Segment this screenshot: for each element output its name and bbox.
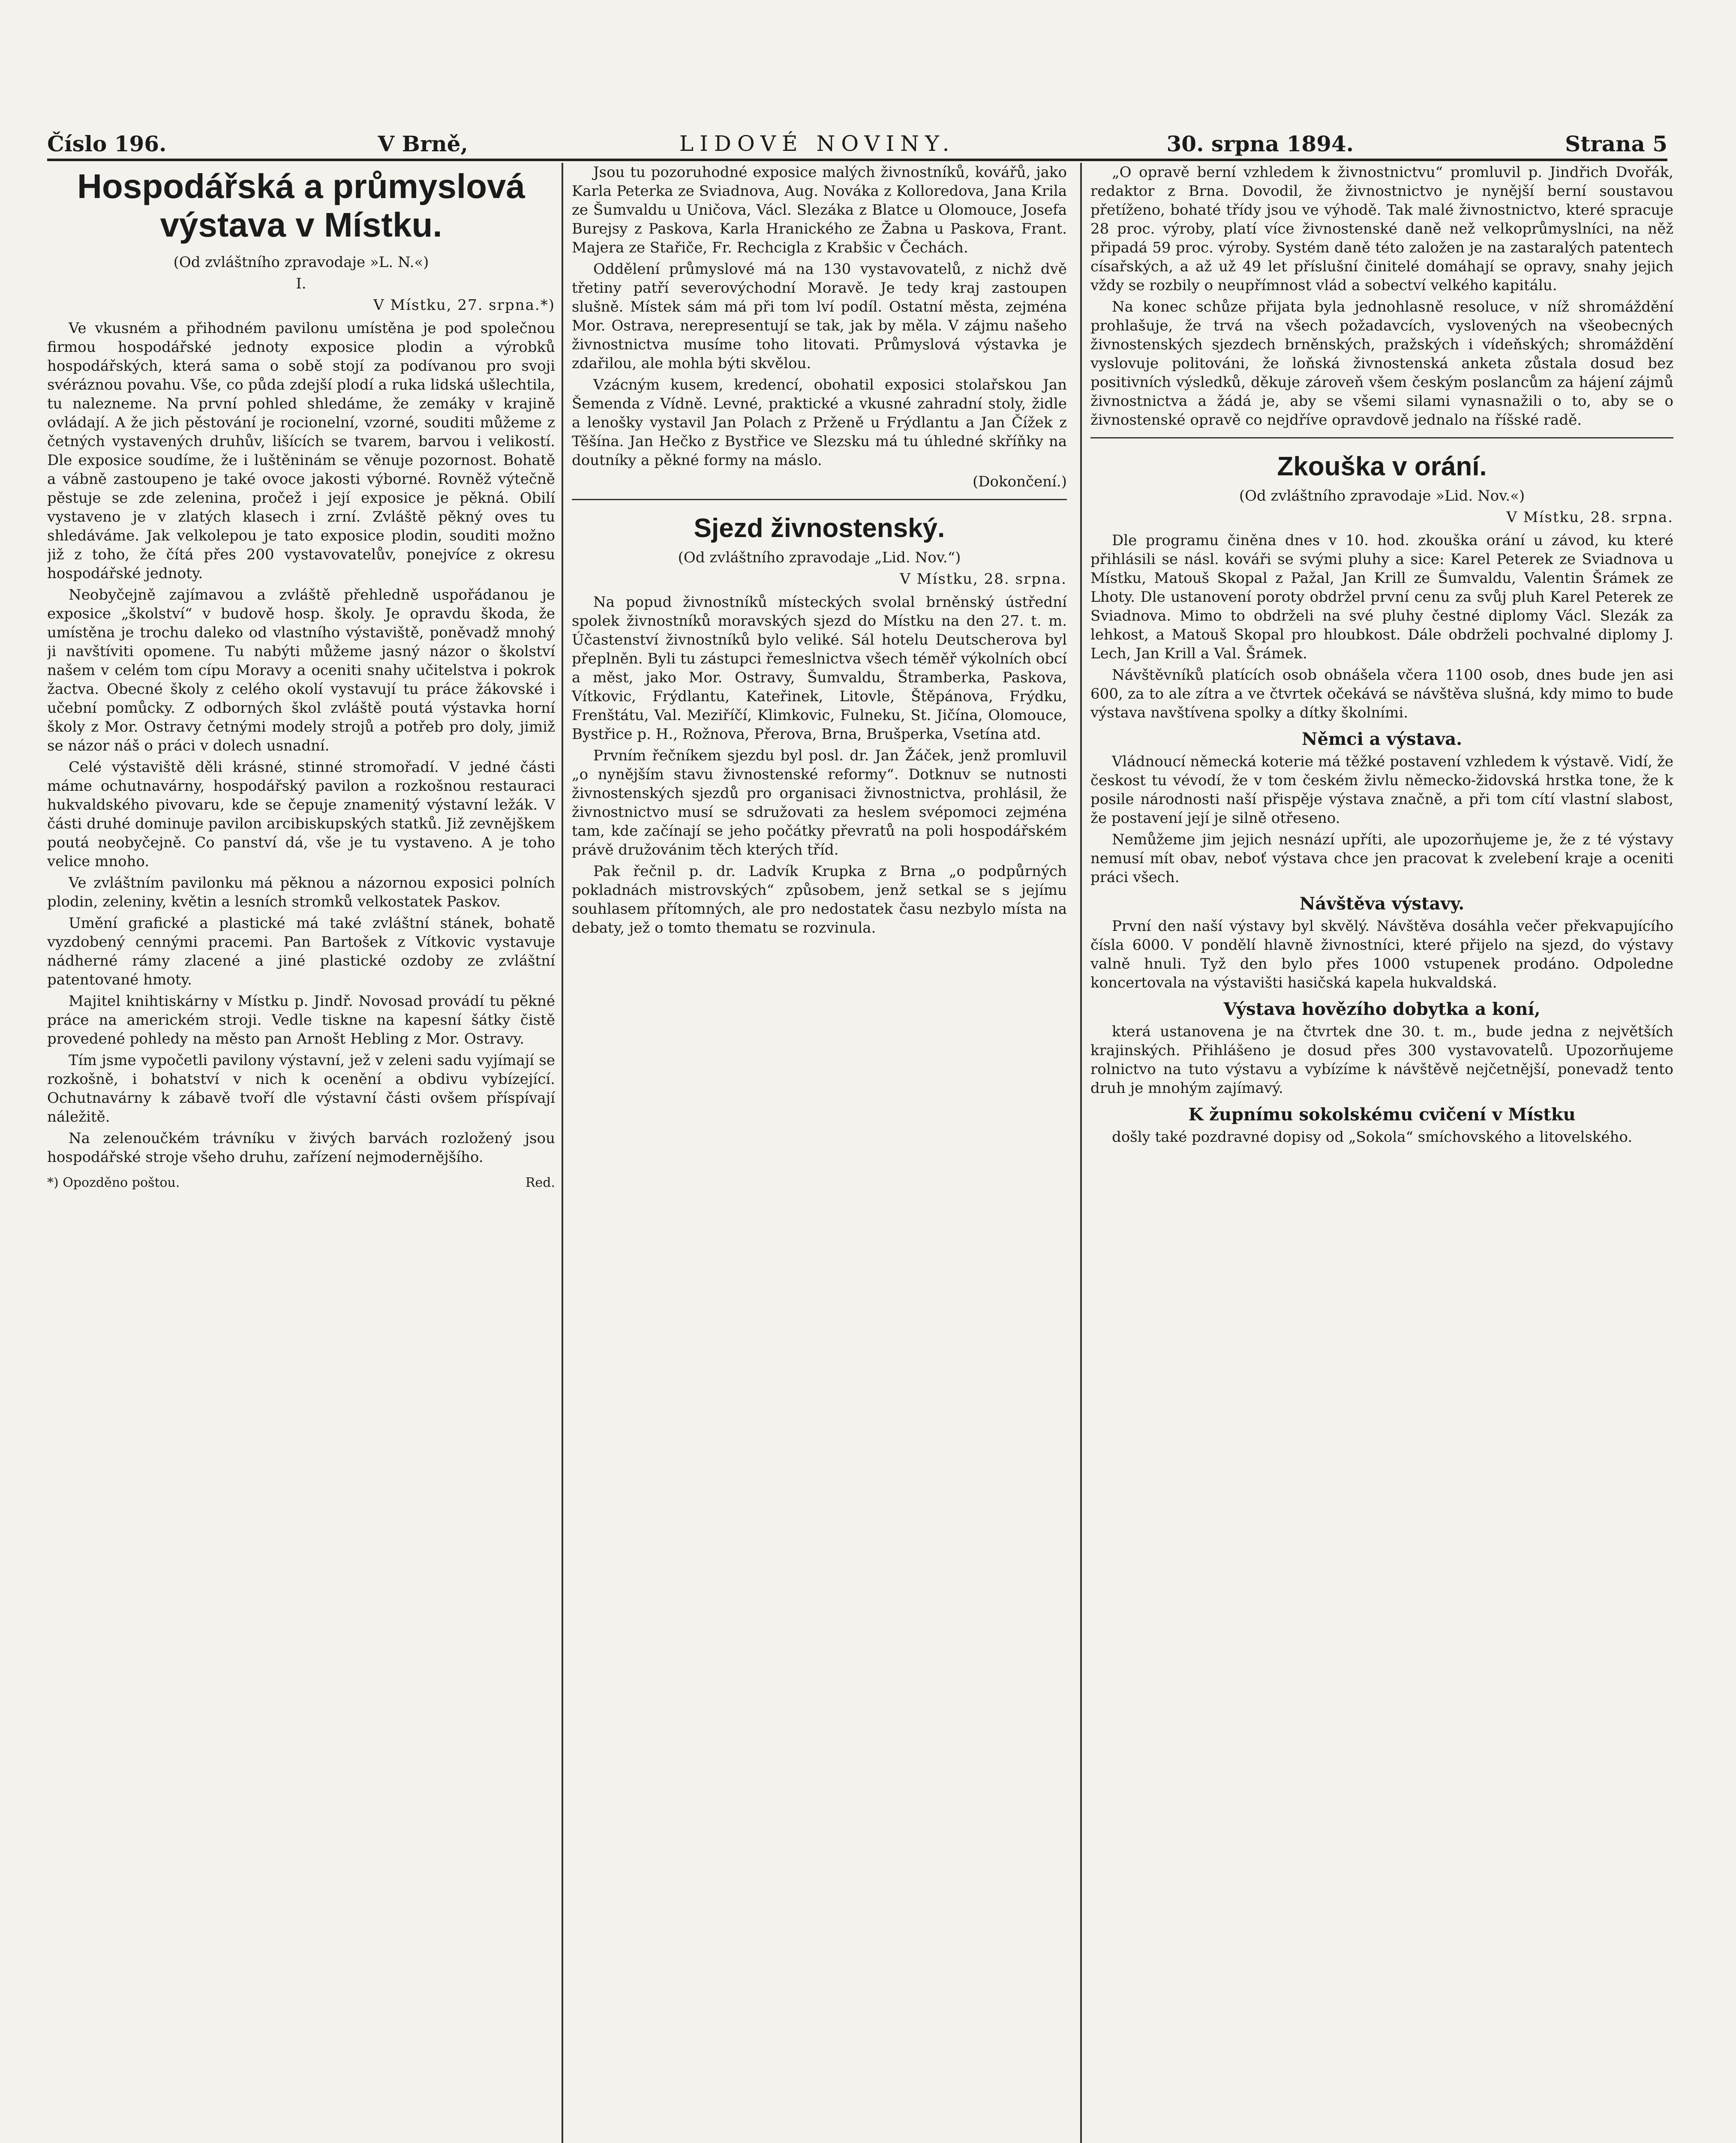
header-date: 30. srpna 1894.	[1166, 131, 1354, 156]
section-title: Zkouška v orání.	[1277, 452, 1487, 481]
paragraph: Ve zvláštním pavilonku má pěknou a názornou exposici polních plodin, zeleniny, květin a lesních stromků velkostatek Paskov.	[47, 874, 555, 910]
paragraph: Jsou tu pozoruhodné exposice malých živnostníků, kovářů, jako Karla Peterka ze Sviadnova, Aug. Nováka z Kolloredova, Jana Krila ze Šumvaldu u Uničova, Václ. Slezáka z Blatce u Olomouce, Josefa Burejsy z Paskova, Karla Hranického ze Žabna u Paskova, Frant. Majera ze Stařiče, Fr. Rechciglа z Krabšic v Čechách.	[572, 164, 1067, 256]
paragraph: která ustanovena je na čtvrtek dne 30. t. m., bude jedna z největších krajinských. Přihlášeno je dosud přes 300 vystavovatelů. Upozorňujeme rolnictvo na tuto výstavu a vybízíme k návštěvě nejčetnější, ponevadž tento druh je mnohým zajímavý.	[1090, 1023, 1673, 1097]
article-title: Hospodářská a průmyslová výstava v Místku.	[77, 167, 525, 244]
article-dateline: V Místku, 27. srpna.*)	[373, 297, 555, 314]
footnote	[47, 1174, 555, 1192]
issue-number: Číslo 196.	[47, 131, 167, 156]
paragraph: Oddělení průmyslové má na 130 vystavovatelů, z nichž dvě třetiny patří severovýchodní Moravě. Je tedy kraj zastoupen slušně. Místek sám má při tom lví podíl. Ostatní města, zejména Mor. Ostrava, nerepresentují se tak, jak by měla. V zájmu našeho živnostnictva musíme toho litovati. Průmyslová výstavka je zdařilou, ale mohla býti skvělou.	[572, 261, 1067, 372]
paragraph: První den naší výstavy byl skvělý. Návštěva dosáhla večer překvapujícího čísla 6000. V pondělí hlavně živnostníci, které přijelo na sjezd, do výstavy valně hnuli. Tyž den bylo přes 1000 vstupenek prodáno. Odpoledne koncertovala na výstavišti hasičská kapela hukvaldská.	[1090, 918, 1673, 991]
paragraph: došly také pozdravné dopisy od „Sokola“ smíchovského a litovelského.	[1112, 1129, 1633, 1146]
page-header	[47, 129, 1667, 161]
section-title: Sjezd živnostenský.	[694, 513, 945, 543]
header-place: V Brně,	[378, 131, 468, 156]
section-dateline: V Místku, 28. srpna.	[1506, 509, 1673, 526]
subsection-title: Výstava hovězího dobytka a koní,	[1223, 999, 1541, 1019]
column-3	[1080, 163, 1673, 2143]
footnote-text: *) Opozděno poštou.	[47, 1175, 180, 1190]
divider	[572, 499, 1067, 500]
paragraph: Pak řečnil p. dr. Ladvík Krupka z Brna „o podpůrných pokladnách mistrovských“ způsobem, jenž setkal se s jejímu souhlasem přítomných, ale pro nedostatek času nezbylo místa na debaty, jež o tomto thematu se rozvinula.	[572, 863, 1067, 936]
section-byline: (Od zvláštního zpravodaje »Lid. Nov.«)	[1239, 487, 1525, 504]
paragraph: Na popud živnostníků místeckých svolal brněnský ústřední spolek živnostníků moravských sjezd do Místku na den 27. t. m. Účastenství živnostníků bylo veliké. Sál hotelu Deutscherova byl přeplněn. Byli tu zástupci řemeslnictva všech téměř výkolních obcí a měst, jako Mor. Ostravy, Šumvaldu, Štramberka, Paskova, Vítkovic, Frýdlantu, Kateřinek, Litovle, Štěpánova, Frýdku, Frenštátu, Val. Meziříčí, Klimkovic, Fulneku, St. Jičína, Olomouce, Bystřice p. H., Rožnova, Přerova, Brna, Brušperka, Vsetína atd.	[572, 594, 1067, 743]
page-number: Strana 5	[1565, 131, 1667, 156]
subsection-title: Návštěva výstavy.	[1299, 894, 1465, 914]
section-byline: (Od zvláštního zpravodaje „Lid. Nov.“)	[678, 549, 961, 566]
continuation-note: (Dokončení.)	[973, 473, 1067, 490]
paragraph: Na konec schůze přijata byla jednohlasně resoluce, v níž shromáždění prohlašuje, že trvá na všech požadavcích, vyslovených na všeobecných živnostenských sjezdech brněnských, pražských i vídeňských; shromáždění vyslovuje politováni, že loňská živnostenská anketa zůstala dosud bez positivních výsledků, děkuje zároveň všem českým poslancům za hájení zájmů živnostnictva a žádá je, aby se všemi silami vynasnažili o to, aby se o živnostenské opravě co nejdříve opravdově jednalo na říšské radě.	[1090, 298, 1673, 429]
article-byline: (Od zvláštního zpravodaje »L. N.«)	[173, 254, 429, 271]
footnote-sign: Red.	[525, 1175, 555, 1190]
paragraph: „O opravě berní vzhledem k živnostnictvu“ promluvil p. Jindřich Dvořák, redaktor z Brna. Dovodil, že živnostnictvo je nynější berní soustavou přetíženo, bohaté třídy jsou ve výhodě. Tak malé živnostnictvo, které spracuje 28 proc. výroby, platí více živnostenské daně než velkoprůmyslníci, na něž připadá 59 proc. výroby. Systém daně této založen je na zastaralých patentech císařských, a až už 49 let příslušní činitelé domáhají se opravy, snahy jejich vždy se rozbily o neupřímnost vlád a sobectví velkého kapitálu.	[1090, 164, 1673, 294]
paragraph: Ve vkusném a přihodném pavilonu umístěna je pod společnou firmou hospodářské jednoty exposice plodin a výrobků hospodářských, která sama o sobě stojí za podívanou pro svoji svéráznou povahu. Vše, co půda zdejší plodí a ruka lidská ušlechtila, tu nalezneme. Na první pohled shledáme, že zemáky v krajině ovládají. A že jich pěstování je rocionelní, vzorné, souditi můžeme z četných vystavených druhův, lišících se tvarem, barvou i velikostí. Dle exposice soudíme, že i luštěninám se věnuje pozornost. Bohatě a vábně zastoupeno je také ovoce jakosti výborné. Rovněž výtečně pěstuje se zde zelenina, pročež i její exposice je pěkná. Obilí vystaveno je v zlatých klasech i zrní. Zvláště pěkný oves tu shledáváme. Jak velkolepou je tato exposice plodin, souditi možno již z toho, že čítá přes 200 vystavovatelův, ponejvíce z okresu hospodářské jednoty.	[47, 320, 555, 582]
paragraph: Umění grafické a plastické má také zvláštní stánek, bohatě vyzdobený cennými pracemi. Pan Bartošek z Vítkovic vystavuje nádherné rámy zlacené a jiné plastické ozdoby ze zvláštní patentované hmoty.	[47, 915, 555, 988]
paragraph: Nemůžeme jim jejich nesnází upříti, ale upozorňujeme je, že z té výstavy nemusí mít obav, neboť výstava chce jen pracovat k zvelebení kraje a oceniti práci všech.	[1090, 831, 1673, 886]
paragraph: Celé výstaviště děli krásné, stinné stromořadí. V jedné části máme ochutnavárny, hospodářský pavilon a rozkošnou restauraci hukvaldského pivovaru, kde se čepuje znamenitý výstavní ležák. V části druhé dominuje pavilon arcibiskupských statků. Již zevnějškem poutá neobyčejně. Co panství dá, vše je tu vystaveno. A je toho velice mnoho.	[47, 759, 555, 870]
subsection-title: Němci a výstava.	[1301, 729, 1463, 749]
divider	[1090, 437, 1673, 438]
paragraph: Na zelenoučkém trávníku v živých barvách rozložený jsou hospodářské stroje všeho druhu, zařízení nejmodernějšího.	[47, 1130, 555, 1166]
paragraph: Vzácným kusem, kredencí, obohatil exposici stolařskou Jan Šemenda z Vídně. Levné, praktické a vkusné zahradní stoly, židle a lenošky vystavil Jan Polach z Prženě u Frýdlantu a Jan Čížek z Těšína. Jan Hečko z Bystřice ve Slezsku má tu úhledné skříňky na doutníky a pěkné formy na máslo.	[572, 376, 1067, 469]
column-2	[562, 163, 1067, 2143]
paragraph: Vládnoucí německá koterie má těžké postavení vzhledem k výstavě. Vidí, že českost tu vévodí, že v tom českém živlu německo-židovská hrstka tone, že k posile národnosti naší přispěje výstava značně, a při tom cítí vlastní slabost, že postavení její je silně otřeseno.	[1090, 753, 1673, 827]
paragraph: Tím jsme vypočetli pavilony výstavní, jež v zeleni sadu vyjímají se rozkošně, i bohatství v nich k ocenění a obdivu vybízející. Ochutnavárny k zábavě tvoří dle výstavní části ovšem příspívají náležitě.	[47, 1052, 555, 1126]
paragraph: Prvním řečníkem sjezdu byl posl. dr. Jan Žáček, jenž promluvil „o nynějším stavu živnostenské reformy“. Dotknuv se nutnosti živnostenských sjezdů pro organisaci živnostnictva, prohlásil, že živnostnictvo musí se sdružovati za heslem svépomoci zejména tam, kde začínají se jeho počátky převratů na poli hospodářském právě družovánim těch kterých tříd.	[572, 747, 1067, 858]
paragraph: Majitel knihtiskárny v Místku p. Jindř. Novosad provádí tu pěkné práce na americkém stroji. Vedle tiskne na kapesní šátky čistě provedené pohledy na město pan Arnošt Hebling z Mor. Ostravy.	[47, 993, 555, 1047]
paragraph: Návštěvníků platících osob obnášela včera 1100 osob, dnes bude jen asi 600, za to ale zítra a ve čtvrtek očekává se návštěva slušná, kdy mimo to bude výstava navštívena spolky a dítky školními.	[1090, 666, 1673, 721]
paragraph: Dle programu činěna dnes v 10. hod. zkouška orání u závod, ku které přihlásili se násl. kováři se svými pluhy a sice: Karel Peterek ze Sviadnova u Místku, Matouš Skopal z Pažal, Jan Krill ze Šumvaldu, Valentin Šrámek ze Lhoty. Dle ustanovení poroty obdržel první cenu za svůj pluh Karel Peterek ze Sviadnova. Mimo to obdrželi na své pluhy čestné diplomy Václ. Slezák za lehkost, a Matouš Skopal pro hloubkost. Dále obdrželi pochvalné diplomy J. Lech, Jan Krill a Val. Šrámek.	[1090, 532, 1673, 662]
article-part: I.	[296, 275, 306, 292]
subsection-title: K župnímu sokolskému cvičení v Místku	[1188, 1105, 1576, 1125]
masthead: LIDOVÉ NOVINY.	[679, 131, 955, 156]
paragraph: Neobyčejně zajímavou a zvláště přehledně uspořádanou je exposice „školství“ v budově hosp. školy. Je opravdu škoda, že umístěna je trochu daleko od vlastního výstaviště, poněvadž mnohý ji navštíviti opomene. Tu nabýti můžeme jasný názor o školství našem v celém tom cípu Moravy a oceniti snahy učitelstva i pokrok žactva. Obecné školy z celého okolí vystavují tu práce žákovské i učební pomůcky. Z odborných škol zvláště poutá výstavka horní školy z Mor. Ostravy četnými modely strojů a potřeb pro doly, jimiž se názor náš o práci v dolech usnadní.	[47, 586, 555, 754]
column-1	[47, 163, 555, 2143]
section-dateline: V Místku, 28. srpna.	[900, 570, 1067, 588]
